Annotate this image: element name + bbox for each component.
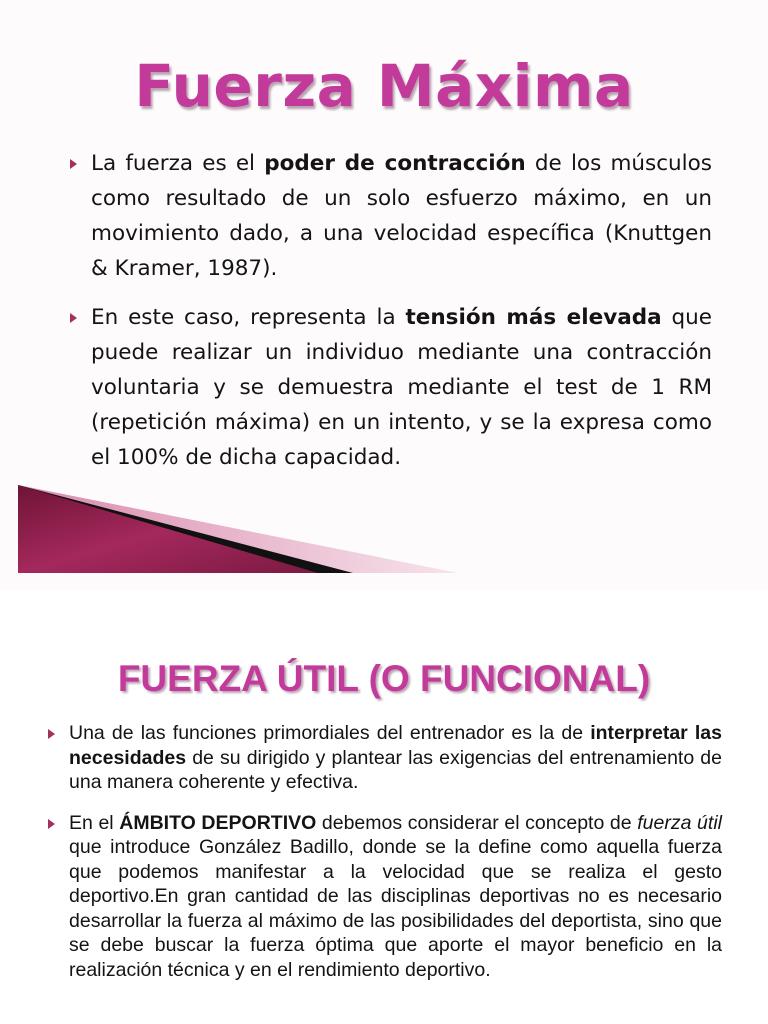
bullet-text: debemos considerar el concepto de [316,811,638,834]
bullet-text: Una de las funciones primordiales del entrenador es la de [69,722,591,744]
triangle-right-icon [48,729,55,739]
bullet-text: de su dirigido y plantear las exigencias del entrenamiento de una manera coherente y efectiva. [69,746,722,793]
bullet-bold-text: ÁMBITO DEPORTIVO [119,811,317,834]
bullet-bold-text: tensión más elevada [405,305,662,330]
bullet-item [48,811,722,983]
slide-fuerza-util [0,610,768,1024]
bullet-text: que puede realizar un individuo mediante una contracción voluntaria y se demuestra mediante el test de 1 RM (repetición máxima) en un intento, y se la expresa como el 100% de dicha capacidad. [91,305,712,470]
bullet-text: La fuerza es el [91,151,265,176]
decorative-wedge [18,485,458,573]
bullet-bold-text: interpretar las necesidades [69,722,722,769]
slide-title: FUERZA ÚTIL (O FUNCIONAL) [117,658,651,699]
bullet-italic-text: fuerza útil [637,811,722,834]
bullet-list [48,721,722,998]
bullet-item [48,721,722,795]
bullet-item [70,300,712,475]
bullet-text: de los músculos como resultado de un solo esfuerzo máximo, en un movimiento dado, a una velocidad específica (Knuttgen & Kramer, 1987). [91,151,713,281]
triangle-right-icon [70,313,77,323]
bullet-text: que introduce González Badillo, donde se la define como aquella fuerza que podemos manifestar a la velocidad que se realiza el gesto deportivo.En gran cantidad de las disciplinas deportivas no es necesario desarrollar la fuerza al máximo de las posibilidades del deportista, sino que se debe buscar la fuerza óptima que aporte el mayor beneficio en la realización técnica y en el rendimiento deportivo. [69,836,722,981]
triangle-right-icon [48,819,55,829]
bullet-bold-text: poder de contracción [264,151,526,176]
bullet-text: En el [69,811,120,834]
bullet-item [70,146,712,286]
slide-title: Fuerza Máxima [134,52,634,120]
bullet-list [70,146,712,489]
triangle-right-icon [70,159,77,169]
bullet-text: En este caso, representa la [91,305,406,330]
